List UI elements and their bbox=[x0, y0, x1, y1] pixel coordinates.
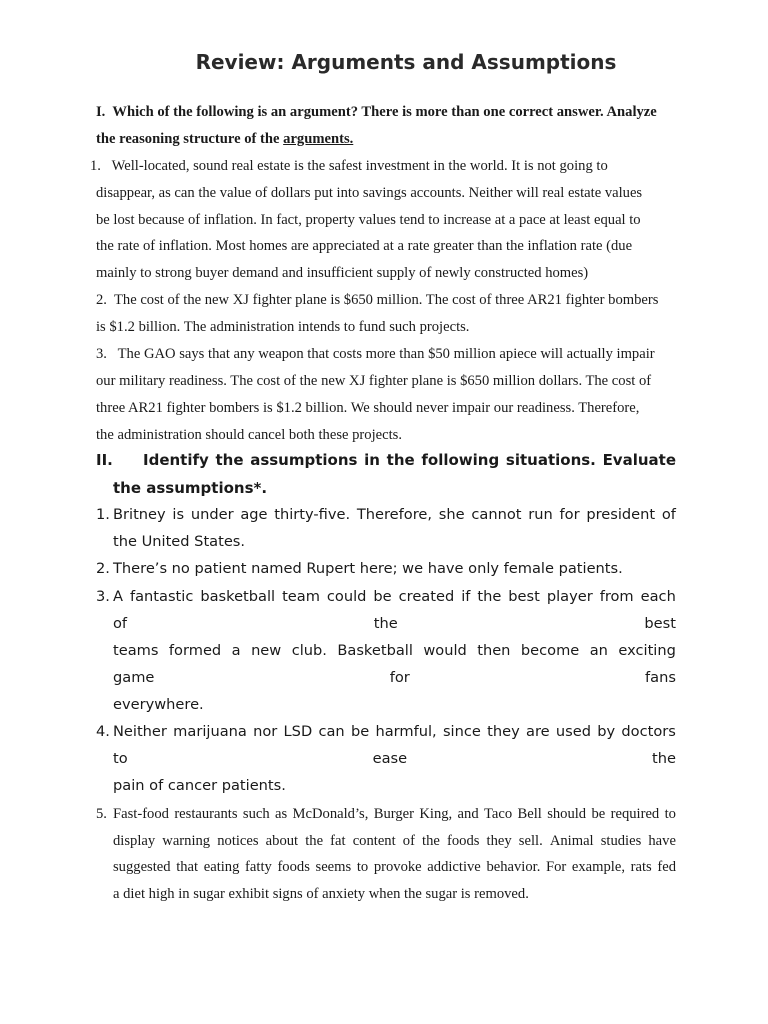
word: run bbox=[528, 506, 553, 523]
word: game bbox=[113, 669, 155, 686]
word: of bbox=[402, 833, 415, 849]
word: used bbox=[555, 723, 591, 740]
word: could bbox=[326, 588, 367, 605]
word: they bbox=[487, 723, 520, 740]
section-1-heading-line-1: I. Which of the following is an argument? There is more than one correct answer. Analyze bbox=[96, 104, 657, 120]
s2-item-4-line-1 bbox=[113, 725, 676, 740]
word: Burger bbox=[373, 806, 414, 822]
word: Bell bbox=[517, 806, 542, 822]
s2-item-3-line-1 bbox=[113, 590, 676, 605]
word: be bbox=[373, 588, 392, 605]
word: fans bbox=[645, 669, 676, 686]
word: formed bbox=[168, 642, 222, 659]
word: the bbox=[386, 451, 415, 469]
word: sell. bbox=[518, 833, 543, 849]
word: best bbox=[644, 615, 676, 632]
word: player bbox=[546, 588, 593, 605]
word: the bbox=[422, 833, 440, 849]
word: the bbox=[215, 451, 244, 469]
word: following bbox=[421, 451, 500, 469]
section-1-heading-line-2 bbox=[96, 132, 353, 147]
word: become bbox=[520, 642, 580, 659]
s2-item-3-line-2 bbox=[113, 617, 676, 632]
word: doctors bbox=[621, 723, 676, 740]
s1-item-1-line-4: the rate of inflation. Most homes are appreciated at a rate greater than the inflation rate (due bbox=[96, 238, 633, 254]
word: such bbox=[242, 806, 270, 822]
word: the bbox=[652, 750, 676, 767]
s2-item-3-line-4 bbox=[113, 671, 676, 686]
section-2-numeral: II. bbox=[96, 451, 113, 469]
word: teams bbox=[113, 642, 159, 659]
word: Fast-food bbox=[113, 806, 169, 822]
word: ease bbox=[372, 750, 408, 767]
word: fed bbox=[657, 859, 676, 875]
word: be bbox=[591, 806, 606, 822]
s2-item-3-number: 3. bbox=[96, 588, 110, 605]
word: of bbox=[661, 506, 676, 523]
word: by bbox=[597, 723, 616, 740]
section-2-heading-line-2: the assumptions*. bbox=[113, 479, 268, 497]
word: seems bbox=[315, 859, 352, 875]
word: content bbox=[352, 833, 396, 849]
s1-item-1-line-3: be lost because of inflation. In fact, property values tend to increase at a pace at least equal to bbox=[96, 212, 641, 228]
s1-item-3-line-3: three AR21 fighter bombers is $1.2 billion. We should never impair our readiness. Therefore, bbox=[96, 400, 640, 416]
word: McDonald’s, bbox=[292, 806, 369, 822]
word: addictive bbox=[427, 859, 481, 875]
word: from bbox=[599, 588, 634, 605]
word: Therefore, bbox=[356, 506, 433, 523]
word: Animal bbox=[549, 833, 594, 849]
s2-item-1-line-2: the United States. bbox=[113, 533, 246, 550]
s1-item-3-line-2: our military readiness. The cost of the new XJ fighter plane is $650 million dollars. The cost of bbox=[96, 373, 652, 389]
section-1-heading-underlined: arguments. bbox=[283, 131, 354, 147]
word: Evaluate bbox=[602, 451, 676, 469]
word: for bbox=[559, 506, 580, 523]
word: have bbox=[648, 833, 676, 849]
word: foods bbox=[277, 859, 310, 875]
word: under bbox=[190, 506, 234, 523]
word: since bbox=[442, 723, 481, 740]
word: warning bbox=[162, 833, 211, 849]
word: the bbox=[373, 615, 398, 632]
word: as bbox=[275, 806, 288, 822]
word: behavior. bbox=[486, 859, 541, 875]
word: eating bbox=[203, 859, 240, 875]
word: For bbox=[545, 859, 567, 875]
s1-item-3-line-1: 3. The GAO says that any weapon that costs more than $50 million apiece will actually impair bbox=[96, 346, 655, 362]
word: for bbox=[389, 669, 410, 686]
word: and bbox=[457, 806, 479, 822]
word: then bbox=[477, 642, 511, 659]
s2-item-2-line-1: There’s no patient named Rupert here; we have only female patients. bbox=[113, 560, 623, 577]
word: situations. bbox=[505, 451, 596, 469]
word: studies bbox=[600, 833, 642, 849]
s2-item-5-line-3 bbox=[113, 860, 676, 875]
s2-item-4-number: 4. bbox=[96, 723, 110, 740]
word: fatty bbox=[245, 859, 272, 875]
word: basketball bbox=[200, 588, 276, 605]
word: to bbox=[356, 859, 369, 875]
word: if bbox=[461, 588, 471, 605]
word: provoke bbox=[373, 859, 422, 875]
s2-item-3-line-5: everywhere. bbox=[113, 696, 204, 713]
word: Neither bbox=[113, 723, 167, 740]
word: team bbox=[282, 588, 320, 605]
s2-item-3-line-3 bbox=[113, 644, 676, 659]
word: can bbox=[318, 723, 345, 740]
s2-item-5-number: 5. bbox=[96, 806, 107, 822]
word: each bbox=[640, 588, 676, 605]
word: restaurants bbox=[174, 806, 238, 822]
page-title: Review: Arguments and Assumptions bbox=[195, 50, 617, 74]
word: she bbox=[438, 506, 465, 523]
word: assumptions bbox=[250, 451, 358, 469]
s2-item-5-line-1 bbox=[113, 807, 676, 822]
s2-item-4-line-2 bbox=[113, 752, 676, 767]
word: created bbox=[398, 588, 455, 605]
s2-item-2-number: 2. bbox=[96, 560, 110, 577]
word: is bbox=[172, 506, 185, 523]
word: be bbox=[350, 723, 370, 740]
word: harmful, bbox=[375, 723, 437, 740]
word: Basketball bbox=[337, 642, 413, 659]
s2-item-4-line-3: pain of cancer patients. bbox=[113, 777, 286, 794]
s1-item-2-line-2: is $1.2 billion. The administration intends to fund such projects. bbox=[96, 319, 470, 335]
s1-item-1-line-5: mainly to strong buyer demand and insufficient supply of newly constructed homes) bbox=[96, 265, 589, 281]
word: cannot bbox=[471, 506, 522, 523]
word: required bbox=[610, 806, 660, 822]
word: King, bbox=[419, 806, 453, 822]
s2-item-5-line-4: a diet high in sugar exhibit signs of anxiety when the sugar is removed. bbox=[113, 886, 529, 902]
word: fat bbox=[330, 833, 346, 849]
word: A bbox=[113, 588, 123, 605]
s2-item-1-line-1 bbox=[113, 508, 676, 523]
word: should bbox=[547, 806, 587, 822]
word: that bbox=[176, 859, 199, 875]
word: display bbox=[113, 833, 156, 849]
word: age bbox=[240, 506, 268, 523]
s2-item-1-number: 1. bbox=[96, 506, 110, 523]
s2-item-5-line-2 bbox=[113, 834, 676, 849]
word: they bbox=[486, 833, 512, 849]
section-1-heading-prefix: the reasoning structure of the bbox=[96, 131, 284, 147]
word: notices bbox=[217, 833, 259, 849]
word: marijuana bbox=[173, 723, 247, 740]
word: about bbox=[265, 833, 299, 849]
word: thirty-five. bbox=[274, 506, 351, 523]
word: Britney bbox=[113, 506, 166, 523]
word: LSD bbox=[283, 723, 313, 740]
word: Taco bbox=[483, 806, 513, 822]
word: suggested bbox=[113, 859, 171, 875]
s1-item-1-line-2: disappear, as can the value of dollars put into savings accounts. Neither will real estate values bbox=[96, 185, 643, 201]
word: foods bbox=[447, 833, 480, 849]
word: an bbox=[589, 642, 608, 659]
word: new bbox=[251, 642, 282, 659]
word: would bbox=[423, 642, 467, 659]
word: Identify bbox=[143, 451, 209, 469]
s1-item-1-line-1: 1. Well-located, sound real estate is the safest investment in the world. It is not going to bbox=[90, 158, 608, 174]
word: nor bbox=[253, 723, 278, 740]
word: to bbox=[113, 750, 128, 767]
word: fantastic bbox=[129, 588, 194, 605]
word: the bbox=[477, 588, 502, 605]
word: to bbox=[664, 806, 676, 822]
s1-item-2-line-1: 2. The cost of the new XJ fighter plane is $650 million. The cost of three AR21 fighter bombers bbox=[96, 292, 659, 308]
word: rats bbox=[630, 859, 652, 875]
word: example, bbox=[571, 859, 625, 875]
word: exciting bbox=[618, 642, 676, 659]
word: in bbox=[364, 451, 380, 469]
s1-item-3-line-4: the administration should cancel both these projects. bbox=[96, 427, 402, 443]
section-2-heading-line-1 bbox=[143, 453, 676, 468]
word: are bbox=[526, 723, 550, 740]
word: the bbox=[305, 833, 324, 849]
word: of bbox=[113, 615, 128, 632]
word: a bbox=[231, 642, 241, 659]
word: best bbox=[508, 588, 540, 605]
word: club. bbox=[291, 642, 327, 659]
word: president bbox=[586, 506, 656, 523]
